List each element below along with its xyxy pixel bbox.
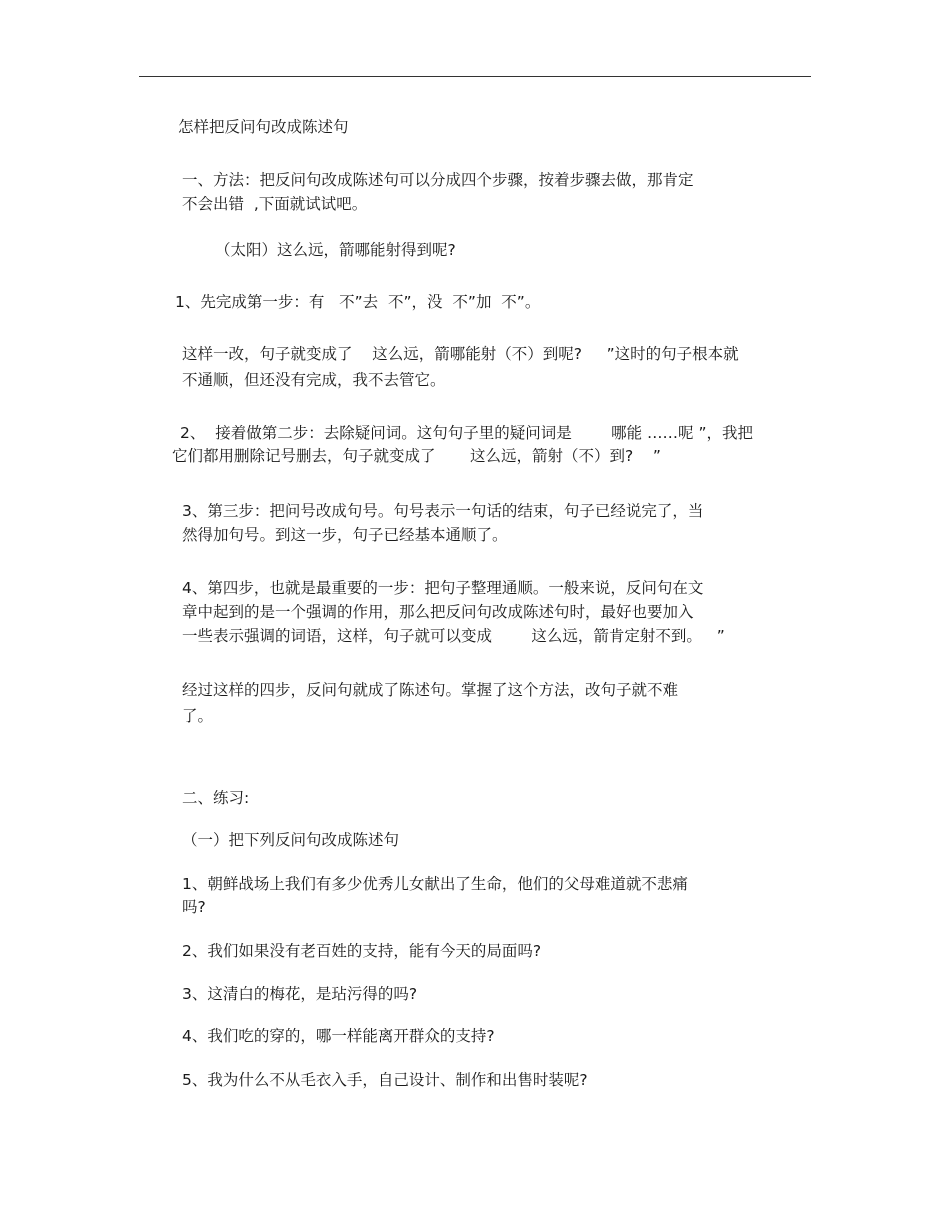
method-heading-line: 不会出错 ,下面就试试吧。 <box>182 195 368 213</box>
summary-line: 了。 <box>182 707 214 725</box>
document-title: 怎样把反问句改成陈述句 <box>178 118 349 136</box>
question-2: 2、我们如果没有老百姓的支持，能有今天的局面吗? <box>182 942 542 960</box>
step-3-line: 3、第三步：把问号改成句号。句号表示一句话的结束，句子已经说完了，当 <box>182 502 704 520</box>
practice-subheading: （一）把下列反问句改成陈述句 <box>182 831 400 849</box>
summary-line: 经过这样的四步，反问句就成了陈述句。掌握了这个方法，改句子就不难 <box>182 681 679 699</box>
step-2-line: 2、 接着做第二步：去除疑问词。这句句子里的疑问词是 哪能 ……呢 ”，我把 <box>180 424 754 442</box>
example-sentence: （太阳）这么远，箭哪能射得到呢? <box>215 241 456 259</box>
step-1-note-line: 不通顺，但还没有完成，我不去管它。 <box>182 371 446 389</box>
question-4: 4、我们吃的穿的，哪一样能离开群众的支持? <box>182 1027 495 1045</box>
question-3: 3、这清白的梅花，是玷污得的吗? <box>182 985 418 1003</box>
step-4-line: 章中起到的是一个强调的作用，那么把反问句改成陈述句时，最好也要加入 <box>182 603 694 621</box>
method-heading-line: 一、方法：把反问句改成陈述句可以分成四个步骤，按着步骤去做，那肯定 <box>182 171 694 189</box>
step-4-line: 4、第四步，也就是最重要的一步：把句子整理通顺。一般来说，反问句在文 <box>182 579 704 597</box>
header-rule <box>139 76 811 77</box>
step-1-note-line: 这样一改，句子就变成了 这么远，箭哪能射（不）到呢? ”这时的句子根本就 <box>182 345 739 363</box>
practice-heading: 二、练习: <box>182 789 250 807</box>
step-4-line: 一些表示强调的词语，这样，句子就可以变成 这么远，箭肯定射不到。 ” <box>182 627 725 645</box>
step-2-line: 它们都用删除记号删去，句子就变成了 这么远，箭射（不）到? ” <box>172 447 661 465</box>
step-3-line: 然得加句号。到这一步，句子已经基本通顺了。 <box>182 526 508 544</box>
question-1-line: 吗? <box>182 898 206 916</box>
step-1: 1、先完成第一步：有 不”去 不”，没 不”加 不”。 <box>175 293 541 311</box>
question-5: 5、我为什么不从毛衣入手，自己设计、制作和出售时装呢? <box>182 1071 588 1089</box>
question-1-line: 1、朝鲜战场上我们有多少优秀儿女献出了生命，他们的父母难道就不悲痛 <box>182 875 688 893</box>
